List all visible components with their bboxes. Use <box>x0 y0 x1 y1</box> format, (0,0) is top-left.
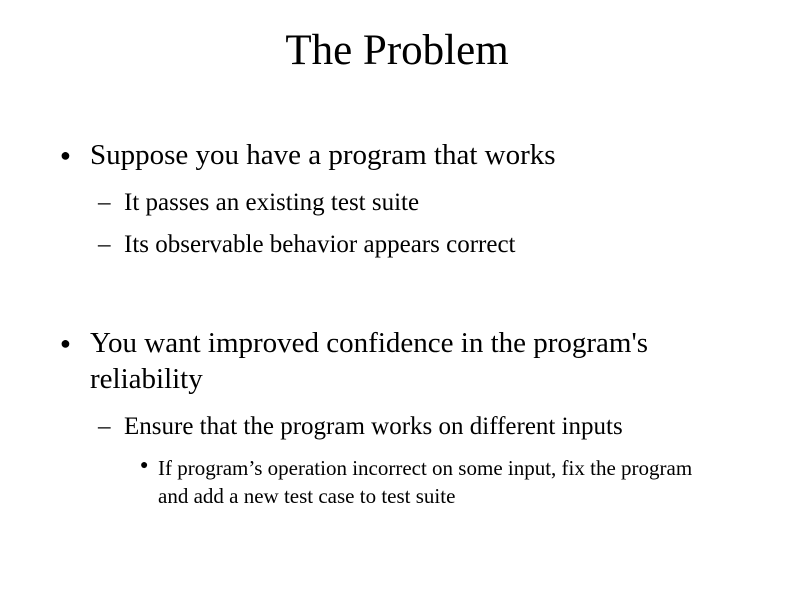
slide-title: The Problem <box>285 27 509 74</box>
sub-bullet-text: It passes an existing test suite <box>124 189 420 216</box>
bullet-text: Suppose you have a program that works <box>90 139 556 171</box>
sub-bullet-text: Ensure that the program works on different inputs <box>124 413 623 440</box>
dash-marker: – <box>98 189 111 216</box>
bullet-marker: ● <box>140 458 149 473</box>
bullet-text: You want improved confidence in the program's reliability <box>90 327 648 395</box>
sub-bullet-text: Its observable behavior appears correct <box>124 231 516 258</box>
bullet-marker: ● <box>60 145 71 165</box>
dash-marker: – <box>98 413 111 440</box>
bullet-marker: ● <box>60 333 71 353</box>
dash-marker: – <box>98 231 111 258</box>
sub-sub-bullet-text: If program’s operation incorrect on some input, fix the program and add a new test case to test suite <box>158 456 693 508</box>
